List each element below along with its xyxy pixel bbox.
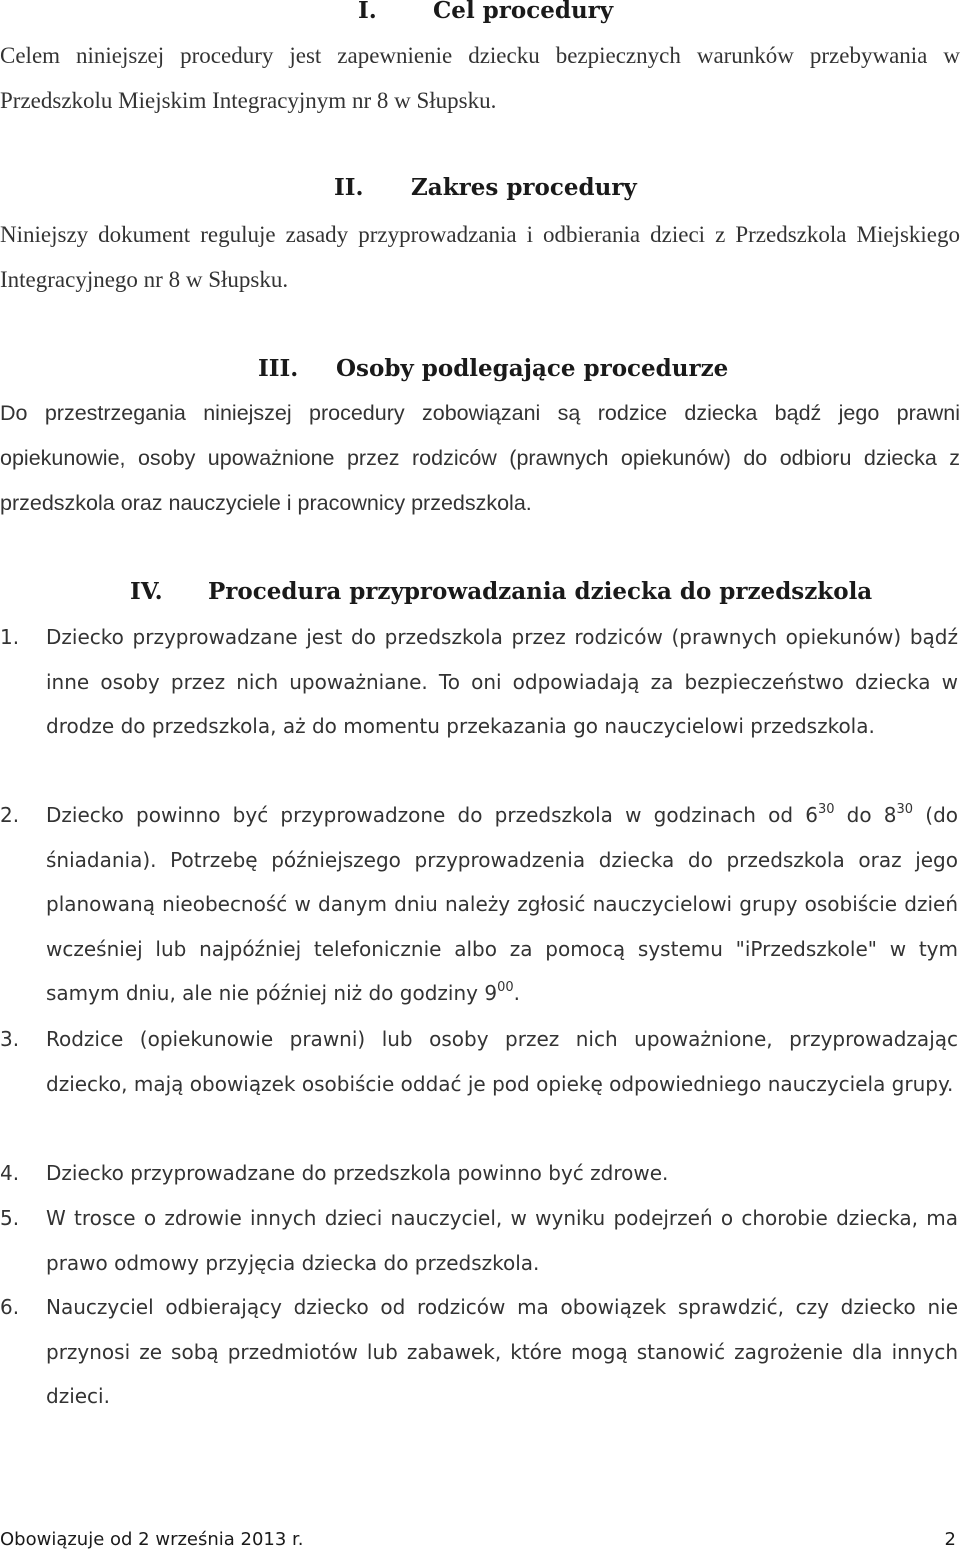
list-item-number: 6.: [0, 1295, 20, 1319]
superscript: 30: [896, 802, 914, 817]
list-item-number: 3.: [0, 1027, 20, 1051]
list-item: [0, 1196, 960, 1285]
section-paragraph-2: Niniejszy dokument reguluje zasady przyprowadzania i odbierania dzieci z Przedszkola Miejskiego Integracyjnego nr 8 w Słupsku.: [0, 222, 960, 292]
section-number: II.: [334, 174, 364, 201]
section-title: Procedura przyprowadzania dziecka do przedszkola: [208, 578, 873, 605]
list-item: [0, 615, 960, 793]
section-number: IV.: [130, 578, 163, 605]
superscript: 00: [497, 980, 514, 996]
list-item-text: Dziecko przyprowadzane jest do przedszkola przez rodziców (prawnych opiekunów) bądź inne osoby przez nich upoważniane. To oni odpowiadają za bezpieczeństwo dziecka w drodze do przedszkola, aż do momentu przekazania go nauczycielowi przedszkola.: [46, 625, 958, 739]
section-number: I.: [358, 0, 377, 24]
list-item-number: 5.: [0, 1206, 20, 1230]
list-item-text: Rodzice (opiekunowie prawni) lub osoby przez nich upoważnione, przyprowadzając dziecko, mają obowiązek osobiście oddać je pod opiekę odpowiedniego nauczyciela grupy.: [46, 1027, 958, 1096]
list-item-text: W trosce o zdrowie innych dzieci nauczyciel, w wyniku podejrzeń o chorobie dziecka, ma prawo odmowy przyjęcia dziecka do przedszkola.: [46, 1206, 958, 1275]
section-title: Cel procedury: [433, 0, 614, 24]
section-heading-4: [130, 577, 872, 607]
list-item-text: Dziecko powinno być przyprowadzone do przedszkola w godzinach od $6^{30}$ do $8^{30}$ (do śniadania). Potrzebę późniejszego przyprowadzenia dziecka do przedszkola oraz jego planowaną nieobecność w danym dniu należy zgłosić nauczycielowi grupy osobiście dzień wcześniej lub najpóźniej telefonicznie albo za pomocą systemu "iPrzedszkole" w tym samym dniu, ale nie później niż do godziny $9^{00}$.: [46, 802, 958, 1006]
list-item: [0, 1285, 960, 1419]
list-item-number: 4.: [0, 1161, 20, 1185]
list-item-text: Dziecko przyprowadzane do przedszkola powinno być zdrowe.: [46, 1161, 669, 1185]
section-heading-2: [334, 173, 637, 203]
list-item: [0, 1151, 960, 1196]
superscript: 30: [817, 802, 835, 817]
section-title: Zakres procedury: [411, 174, 637, 201]
section-heading-1: [358, 0, 613, 26]
section-heading-3: [258, 354, 728, 384]
list-item-number: 2.: [0, 803, 20, 827]
section-number: III.: [258, 355, 299, 382]
section-title: Osoby podlegające procedurze: [336, 355, 729, 382]
page-number: 2: [944, 1529, 956, 1550]
list-item: [0, 793, 960, 1016]
section-paragraph-1: Celem niniejszej procedury jest zapewnienie dziecku bezpiecznych warunków przebywania w Przedszkolu Miejskim Integracyjnym nr 8 w Słupsku.: [0, 43, 960, 113]
list-item-number: 1.: [0, 625, 20, 649]
list-item-text: Nauczyciel odbierający dziecko od rodziców ma obowiązek sprawdzić, czy dziecko nie przynosi ze sobą przedmiotów lub zabawek, które mogą stanowić zagrożenie dla innych dzieci.: [46, 1295, 958, 1409]
list-item: [0, 1017, 960, 1151]
section-paragraph-3: Do przestrzegania niniejszej procedury zobowiązani są rodzice dziecka bądź jego prawni opiekunowie, osoby upoważnione przez rodziców (prawnych opiekunów) do odbioru dziecka z przedszkola oraz nauczyciele i pracownicy przedszkola.: [0, 401, 960, 515]
footer-effective-date: Obowiązuje od 2 września 2013 r.: [0, 1529, 304, 1550]
